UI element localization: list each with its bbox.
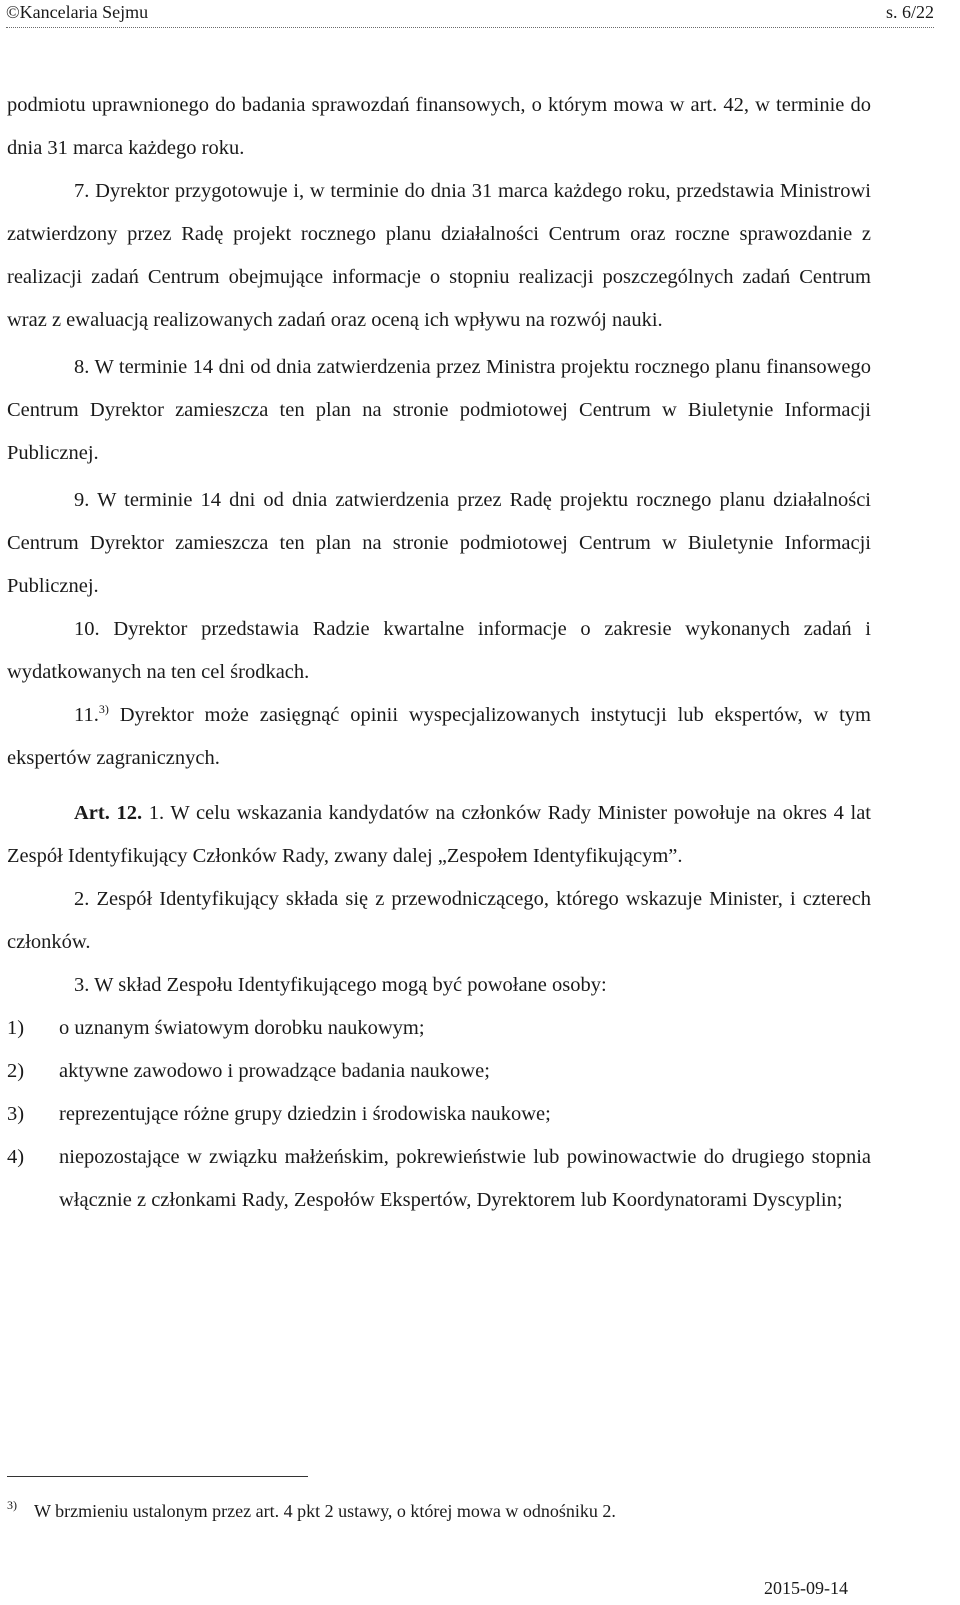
paragraph-11 bbox=[7, 694, 871, 780]
paragraph-11-number: 11. bbox=[74, 704, 99, 726]
document-body bbox=[7, 84, 871, 1222]
list-item bbox=[7, 1136, 871, 1222]
header-divider bbox=[6, 27, 934, 28]
list-item-text: reprezentujące różne grupy dziedzin i środowiska naukowe; bbox=[59, 1103, 551, 1125]
paragraph-continuation: podmiotu uprawnionego do badania sprawozdań finansowych, o którym mowa w art. 42, w terminie do dnia 31 marca każdego roku. bbox=[7, 94, 871, 159]
list-item-number: 3) bbox=[7, 1103, 25, 1125]
list-item-text: o uznanym światowym dorobku naukowym; bbox=[59, 1017, 425, 1039]
list-item-text: niepozostające w związku małżeńskim, pokrewieństwie lub powinowactwie do drugiego stopnia włącznie z członkami Rady, Zespołów Ekspertów, Dyrektorem lub Koordynatorami Dyscyplin; bbox=[59, 1146, 871, 1211]
list-item-number: 4) bbox=[7, 1146, 25, 1168]
footnote-divider bbox=[7, 1476, 308, 1477]
document-date: 2015-09-14 bbox=[764, 1578, 848, 1598]
article-12-paragraph-3: 3. W skład Zespołu Identyfikującego mogą być powołane osoby: bbox=[74, 974, 607, 996]
article-12-1-text: 1. W celu wskazania kandydatów na członków Rady Minister powołuje na okres 4 lat Zespół Identyfikujący Członków Rady, zwany dalej „Zespołem Identyfikującym”. bbox=[7, 802, 871, 867]
list-item bbox=[7, 1093, 871, 1136]
page-header bbox=[0, 0, 960, 34]
list-item bbox=[7, 1050, 871, 1093]
footnote-ref-3: 3) bbox=[98, 702, 109, 716]
list-item bbox=[7, 1007, 871, 1050]
list-item-number: 1) bbox=[7, 1017, 25, 1039]
article-12-paragraph-2: 2. Zespół Identyfikujący składa się z przewodniczącego, którego wskazuje Minister, i czterech członków. bbox=[7, 888, 871, 953]
copyright-label: ©Kancelaria Sejmu bbox=[6, 2, 149, 22]
paragraph-9: 9. W terminie 14 dni od dnia zatwierdzenia przez Radę projektu rocznego planu działalności Centrum Dyrektor zamieszcza ten plan na stronie podmiotowej Centrum w Biuletynie Informacji Publicznej. bbox=[7, 489, 871, 597]
footnote-text: W brzmieniu ustalonym przez art. 4 pkt 2 ustawy, o której mowa w odnośniku 2. bbox=[34, 1501, 616, 1521]
article-12-label: Art. 12. bbox=[74, 802, 143, 824]
paragraph-8: 8. W terminie 14 dni od dnia zatwierdzenia przez Ministra projektu rocznego planu finansowego Centrum Dyrektor zamieszcza ten plan na stronie podmiotowej Centrum w Biuletynie Informacji Publicznej. bbox=[7, 356, 871, 464]
footnote-mark: 3) bbox=[7, 1498, 17, 1512]
page-number: s. 6/22 bbox=[885, 2, 934, 22]
paragraph-10: 10. Dyrektor przedstawia Radzie kwartalne informacje o zakresie wykonanych zadań i wydatkowanych na ten cel środkach. bbox=[7, 618, 871, 683]
list-item-number: 2) bbox=[7, 1060, 25, 1082]
paragraph-7: 7. Dyrektor przygotowuje i, w terminie do dnia 31 marca każdego roku, przedstawia Ministrowi zatwierdzony przez Radę projekt rocznego planu działalności Centrum oraz roczne sprawozdanie z realizacji zadań Centrum obejmujące informacje o stopniu realizacji poszczególnych zadań Centrum wraz z ewaluacją realizowanych zadań oraz oceną ich wpływu na rozwój nauki. bbox=[7, 180, 871, 331]
paragraph-11-text: Dyrektor może zasięgnąć opinii wyspecjalizowanych instytucji lub ekspertów, w tym ekspertów zagranicznych. bbox=[7, 704, 871, 769]
list-item-text: aktywne zawodowo i prowadzące badania naukowe; bbox=[59, 1060, 490, 1082]
article-12-paragraph-1 bbox=[7, 792, 871, 878]
